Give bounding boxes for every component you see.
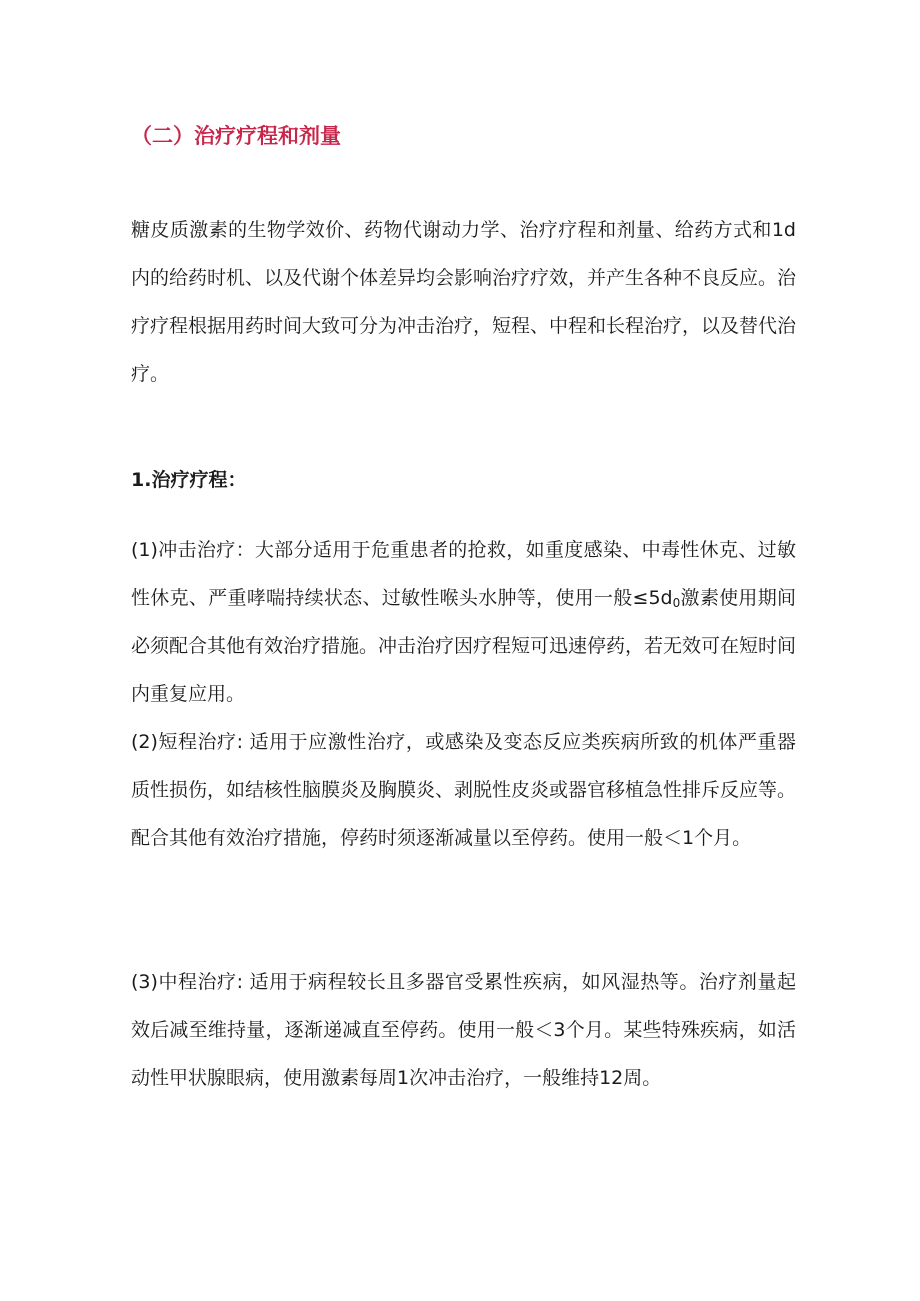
pulse-therapy-text-b: 激素使用期间必须配合其他有效治疗措施。冲击治疗因疗程短可迅速停药，若无效可在短时间内重复应用。 [131,587,797,705]
medium-course-paragraph: (3)中程治疗: 适用于病程较长且多器官受累性疾病，如风湿热等。治疗剂量起效后减至维持量，逐渐递减直至停药。使用一般＜3个月。某些特殊疾病，如活动性甲状腺眼病，使用激素每周1次冲击治疗，一般维持12周。 [131,971,796,1089]
pulse-therapy-text-a: (1)冲击治疗：大部分适用于危重患者的抢救，如重度感染、中毒性休克、过敏性休克、严重哮喘持续状态、过敏性喉头水肿等，使用一般≤5d [131,539,796,609]
pulse-therapy-paragraph [131,526,796,718]
subscript-zero: 0 [672,596,681,610]
treatment-course-heading: 1.治疗疗程： [131,469,247,491]
short-course-paragraph: (2)短程治疗: 适用于应激性治疗，或感染及变态反应类疾病所致的机体严重器质性损伤，如结核性脑膜炎及胸膜炎、剥脱性皮炎或器官移植急性排斥反应等。配合其他有效治疗措施，停药时须逐渐减量以至停药。使用一般＜1个月。 [131,731,797,849]
intro-paragraph: 糖皮质激素的生物学效价、药物代谢动力学、治疗疗程和剂量、给药方式和1d内的给药时机、以及代谢个体差异均会影响治疗疗效，并产生各种不良反应。治疗疗程根据用药时间大致可分为冲击治疗，短程、中程和长程治疗，以及替代治疗。 [131,219,797,385]
section-title: （二）治疗疗程和剂量 [131,124,341,148]
